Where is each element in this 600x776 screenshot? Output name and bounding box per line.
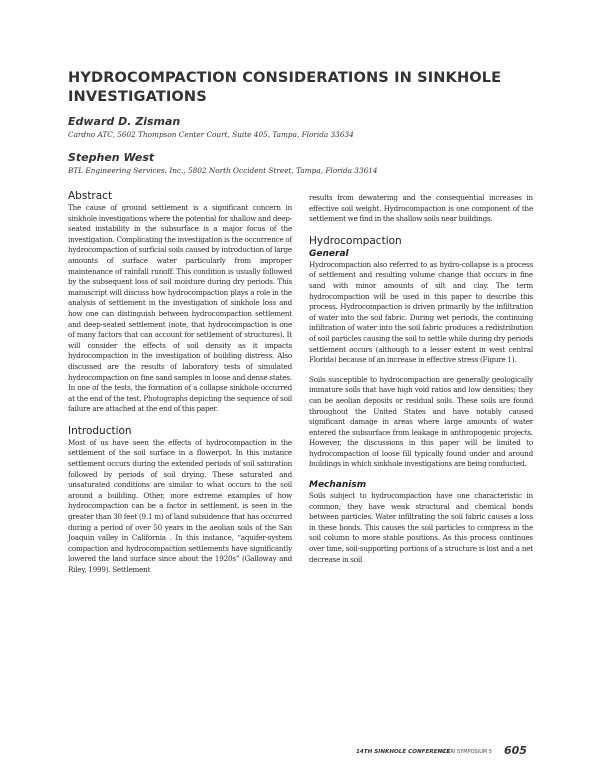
author-name-1: Edward D. Zisman: [68, 115, 181, 128]
general-paragraph-2: Soils susceptible to hydrocompaction are generally geologically immature soils that have high void ratios and low densities; they can be aeolian deposits or residual soils. These soils are found throughout the United States and have notably caused significant damage in areas where large amounts of water entered the subsurface from leakage in anthropogenic projects. However, the discussions in this paper will be limited to hydrocompaction of loose fill typically found under and around buildings in which sinkhole investigations are being conducted.: [309, 374, 533, 469]
mechanism-paragraph-1: Soils subject to hydrocompaction have one characteristic in common; they have weak structural and chemical bonds between particles. Water infiltrating the soil fabric causes a loss in these bonds. This causes the soil particles to compress in the soil column to more stable positions. As this process continues over time, soil-supporting portions of a structure is lost and a net decrease in soil: [309, 491, 533, 564]
right-column: [309, 193, 533, 565]
general-paragraph-1: Hydrocompaction also referred to as hydro-collapse is a process of settlement and resulting volume change that occurs in fine sand with minor amounts of silt and clay. The term hydrocompaction will be used in this paper to describe this process. Hydrocompaction is driven primarily by the infiltration of water into the soil fabric. During wet periods, the continuing infiltration of water into the soil fabric produces a redistribution of soil particles causing the soil to settle while during dry periods settlement occurs (although to a lesser extent in west central Florida) because of an increase in effective stress (Figure 1).: [309, 259, 533, 365]
author-name-2: Stephen West: [68, 151, 155, 164]
introduction-text: Most of us have seen the effects of hydrocompaction in the settlement of the soil surface in a flowerpot. In this instance settlement occurs during the extended periods of soil saturation followed by periods of soil drying. These saturated and unsaturated conditions are similar to what occurs to the soil around a building. Other, more extreme examples of how hydrocompaction can be a factor in settlement, is seen in the greater than 30 feet (9.1 m) of land subsidence that has occurred during a period of over 50 years in the aeolian soils of the San Joaquin valley in California . In this instance, “aquifer-system compaction and hydrocompaction settlements have significantly lowered the land surface since about the 1920s” (Galloway and Riley, 1999). Settlement: [68, 437, 292, 574]
abstract-heading: Abstract: [68, 190, 113, 202]
hydrocompaction-heading: Hydrocompaction: [309, 234, 402, 247]
paper-title: HYDROCOMPACTION CONSIDERATIONS IN SINKHOLE INVESTIGATIONS: [68, 69, 502, 105]
general-subheading: General: [309, 248, 349, 259]
author-affiliation-1: Cardno ATC, 5602 Thompson Center Court, Suite 405, Tampa, Florida 33634: [68, 130, 354, 139]
page-number: 605: [504, 744, 527, 757]
introduction-heading: Introduction: [68, 424, 132, 437]
abstract-text: The cause of ground settlement is a significant concern in sinkhole investigations where the potential for shallow and deep-seated instability in the subsurface is a major focus of the investigation. Complicating the investigation is the occurrence of hydrocompaction of surficial soils caused by introduction of large amounts of surface water particularly from improper maintenance of rainfall runoff. This condition is usually followed by the subsequent loss of soil moisture during dry periods. This manuscript will discuss how hydrocompaction plays a role in the analysis of settlement in the investigation of sinkhole loss and how one can distinguish between hydrocompaction settlement and deep-seated settlement (note, that hydrocompaction is one of many factors that can account for settlement of structures). It will consider the effects of soil density as it impacts hydrocompaction in the investigation of building distress. Also discussed are the results of laboratory tests of simulated hydrocompaction on fine sand samples in loose and dense states. In one of the tests, the formation of a collapse sinkhole occurred at the end of the test. Photographs depicting the sequence of soil failure are attached at the end of this paper.: [68, 203, 292, 414]
introduction-continued-text: results from dewatering and the consequential increases in effective soil weight. Hydrocompaction is one component of the settlement we find in the shallow soils near buildings.: [309, 193, 533, 224]
footer-conference: 14TH SINKHOLE CONFERENCE: [356, 749, 451, 755]
author-affiliation-2: BTL Engineering Services, Inc., 5802 North Occident Street, Tampa, Florida 33614: [68, 166, 378, 175]
mechanism-subheading: Mechanism: [309, 480, 367, 491]
footer-symposium: NCKRI SYMPOSIUM 5: [440, 749, 492, 755]
left-column: [68, 190, 292, 576]
